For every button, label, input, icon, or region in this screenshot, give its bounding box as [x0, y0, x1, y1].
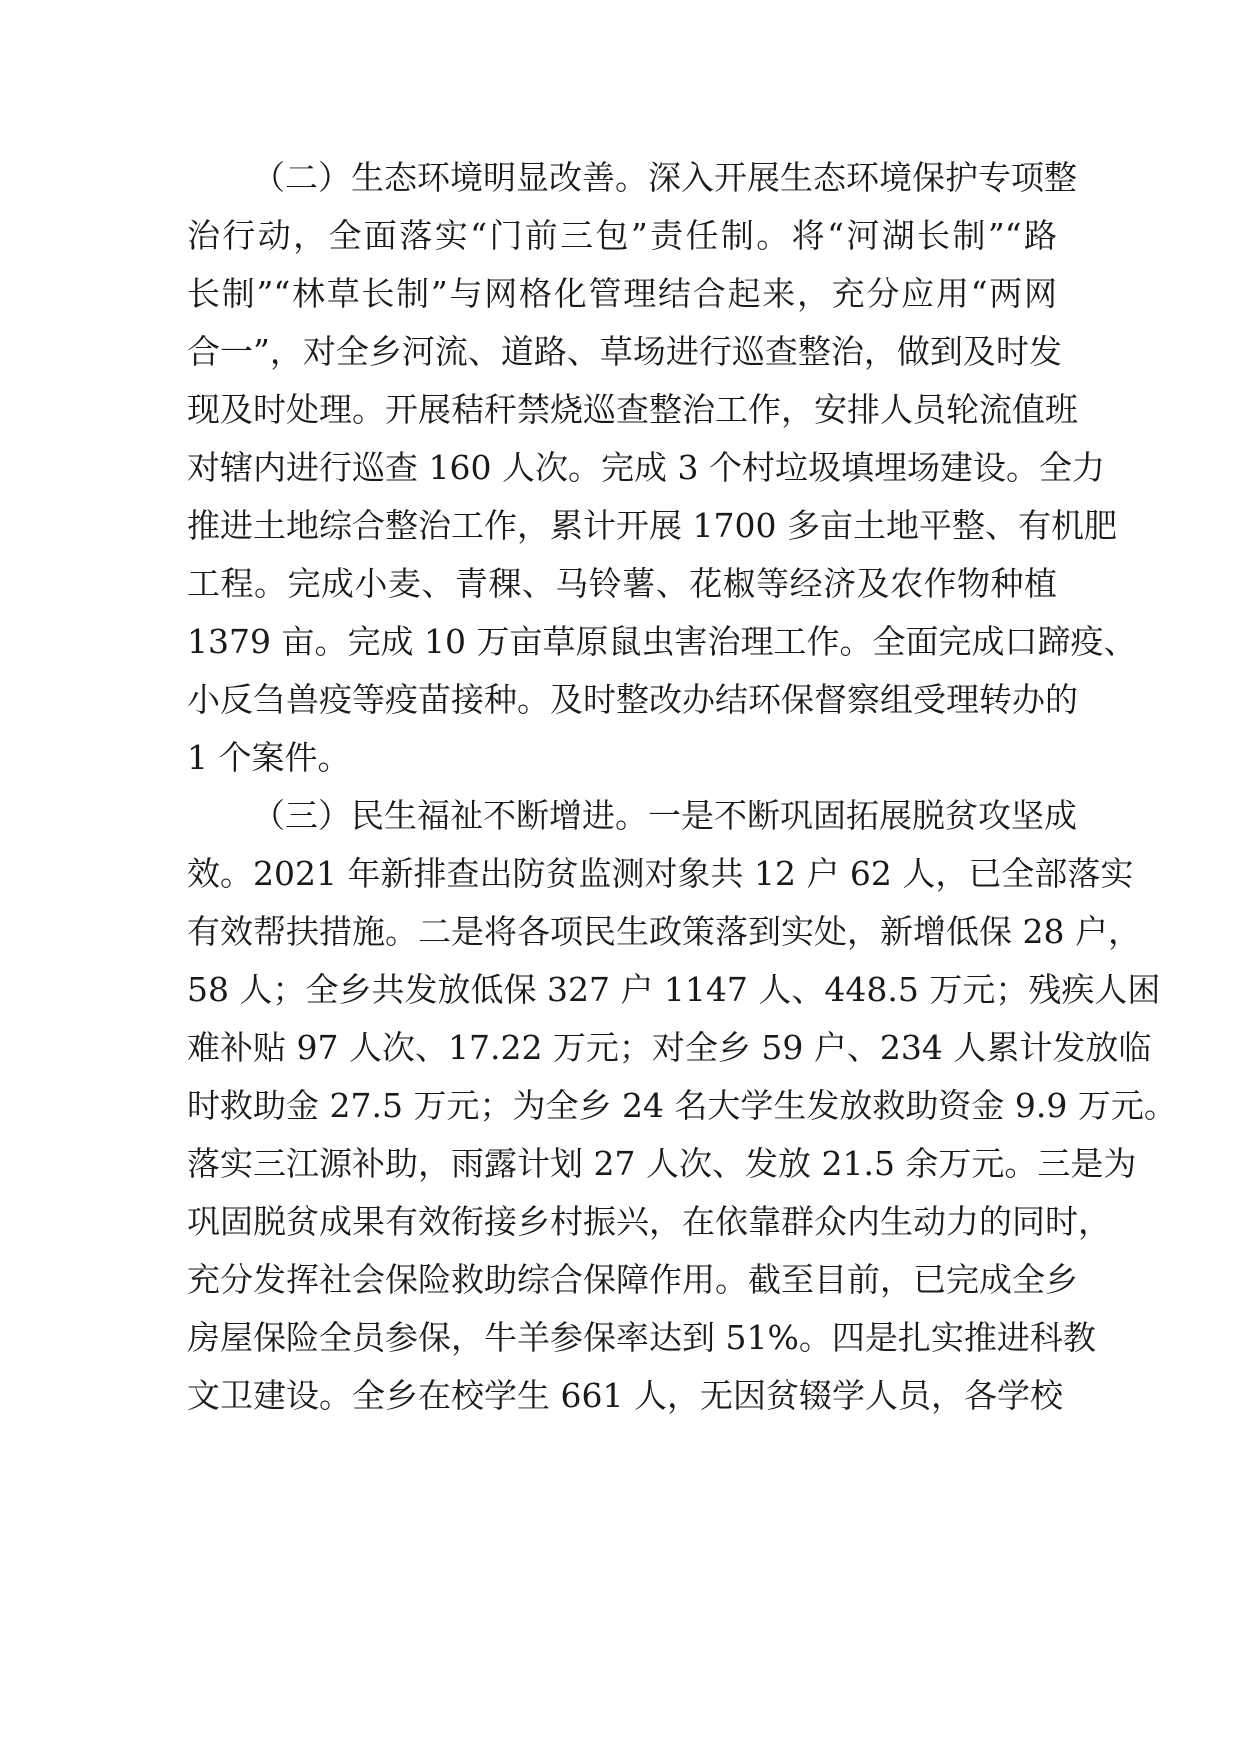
- text-line: （二）生态环境明显改善。深入开展生态环境保护专项整: [252, 158, 1077, 197]
- text-line: 58 人；全乡共发放低保 327 户 1147 人、448.5 万元；残疾人困: [187, 970, 1161, 1009]
- text-line: 效。2021 年新排查出防贫监测对象共 12 户 62 人，已全部落实: [187, 854, 1134, 893]
- text-line: 充分发挥社会保险救助综合保障作用。截至目前，已完成全乡: [187, 1260, 1078, 1299]
- text-line: 时救助金 27.5 万元；为全乡 24 名大学生发放救助资金 9.9 万元。: [187, 1086, 1177, 1125]
- text-line: 难补贴 97 人次、17.22 万元；对全乡 59 户、234 人累计发放临: [187, 1028, 1152, 1067]
- text-line: 工程。完成小麦、青稞、马铃薯、花椒等经济及农作物种植: [187, 564, 1057, 603]
- text-line: 有效帮扶措施。二是将各项民生政策落到实处，新增低保 28 户，: [187, 912, 1141, 951]
- text-line: 巩固脱贫成果有效衔接乡村振兴，在依靠群众内生动力的同时，: [187, 1202, 1111, 1241]
- text-line: 现及时处理。开展秸秆禁烧巡查整治工作，安排人员轮流值班: [187, 390, 1078, 429]
- text-line: 推进土地综合整治工作，累计开展 1700 多亩土地平整、有机肥: [187, 506, 1117, 545]
- text-line: 对辖内进行巡查 160 人次。完成 3 个村垃圾填埋场建设。全力: [187, 448, 1105, 487]
- text-line: 1379 亩。完成 10 万亩草原鼠虫害治理工作。全面完成口蹄疫、: [187, 622, 1137, 661]
- text-line: 治行动，全面落实“门前三包”责任制。将“河湖长制”“路: [187, 216, 1057, 255]
- text-line: 小反刍兽疫等疫苗接种。及时整改办结环保督察组受理转办的: [187, 680, 1078, 719]
- text-line: 长制”“林草长制”与网格化管理结合起来，充分应用“两网: [187, 274, 1057, 313]
- text-line: 合一”，对全乡河流、道路、草场进行巡查整治，做到及时发: [187, 332, 1062, 371]
- text-line: 落实三江源补助，雨露计划 27 人次、发放 21.5 余万元。三是为: [187, 1144, 1137, 1183]
- text-line: 1 个案件。: [187, 738, 351, 777]
- text-line: 房屋保险全员参保，牛羊参保率达到 51%。四是扎实推进科教: [187, 1318, 1096, 1357]
- text-line: （三）民生福祉不断增进。一是不断巩固拓展脱贫攻坚成: [252, 796, 1077, 835]
- text-line: 文卫建设。全乡在校学生 661 人，无因贫辍学人员，各学校: [187, 1376, 1063, 1415]
